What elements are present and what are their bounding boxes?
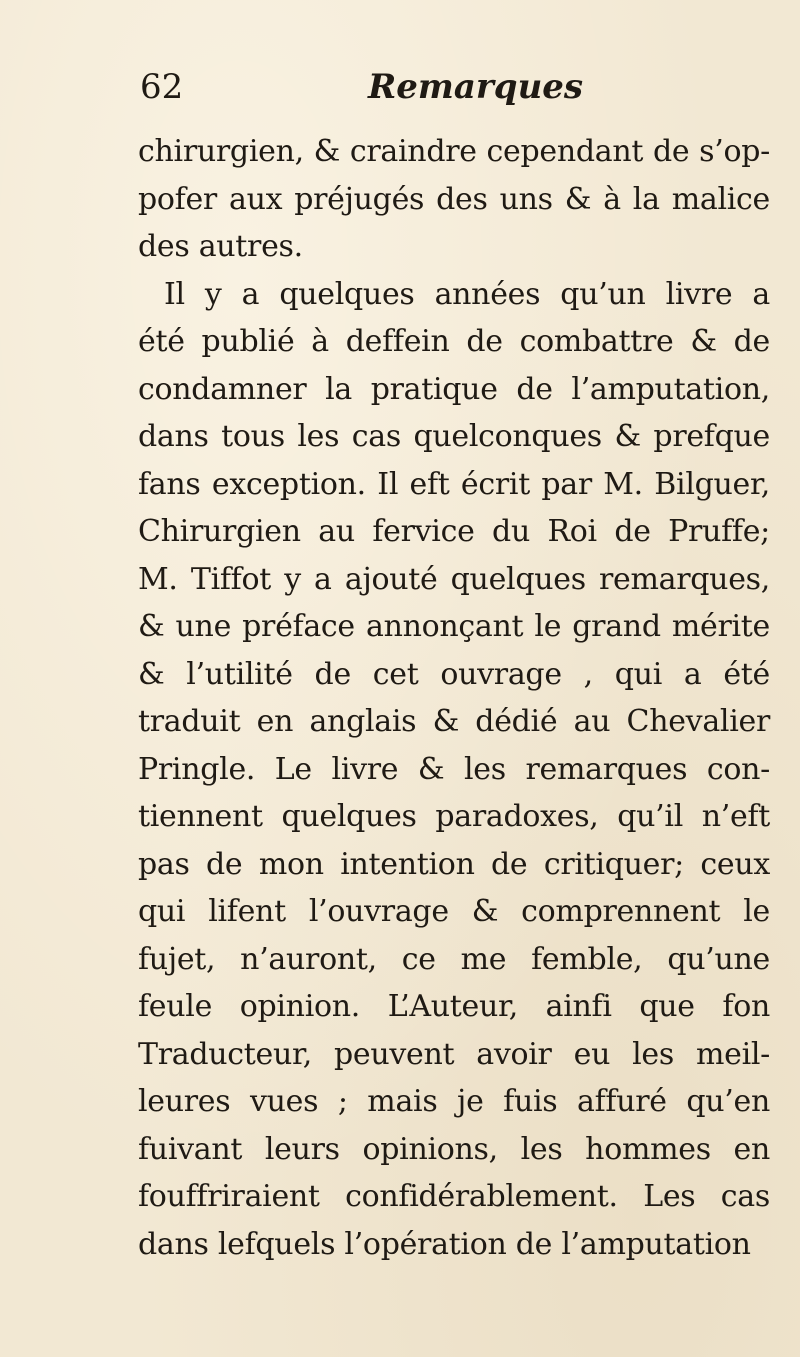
text-line: fuivant leurs opinions, les hommes en <box>138 1131 770 1167</box>
text-line: été publié à deffein de combattre & de <box>138 324 770 359</box>
text-line: pofer aux préjugés des uns & à la malice <box>138 181 770 217</box>
text-line: traduit en anglais & dédié au Chevalier <box>138 704 770 739</box>
text-line: pas de mon intention de critiquer; ceux <box>138 846 770 882</box>
text-line: & l’utilité de cet ouvrage , qui a été <box>138 656 770 692</box>
text-line: & une préface annonçant le grand mérite <box>138 609 770 644</box>
text-line: Pringle. Le livre & les remarques con- <box>138 751 770 787</box>
text-line: tiennent quelques paradoxes, qu’il n’eft <box>138 799 770 834</box>
running-title: Remarques <box>368 67 584 107</box>
text-line: feule opinion. L’Auteur, ainfi que fon <box>138 989 770 1024</box>
text-line: Il y a quelques années qu’un livre a <box>164 276 770 312</box>
text-line: des autres. <box>138 229 303 264</box>
text-line: leures vues ; mais je fuis affuré qu’en <box>138 1084 770 1119</box>
text-line: dans lefquels l’opération de l’amputation <box>138 1226 751 1262</box>
text-line: Chirurgien au fervice du Roi de Pruffe; <box>138 514 770 549</box>
text-line: fouffriraient confidérablement. Les cas <box>138 1179 770 1214</box>
text-line: M. Tiffot y a ajouté quelques remarques, <box>138 561 770 597</box>
running-head <box>0 62 800 112</box>
text-line: fujet, n’auront, ce me femble, qu’une <box>138 941 770 977</box>
page-number: 62 <box>140 67 184 107</box>
text-line: fans exception. Il eft écrit par M. Bilguer, <box>138 466 770 502</box>
text-line: condamner la pratique de l’amputation, <box>138 371 770 407</box>
text-line: chirurgien, & craindre cependant de s’op- <box>138 134 770 169</box>
text-line: qui lifent l’ouvrage & comprennent le <box>138 894 770 929</box>
text-line: dans tous les cas quelconques & prefque <box>138 419 770 454</box>
text-line: Traducteur, peuvent avoir eu les meil- <box>138 1036 770 1072</box>
body-text <box>138 128 770 1268</box>
